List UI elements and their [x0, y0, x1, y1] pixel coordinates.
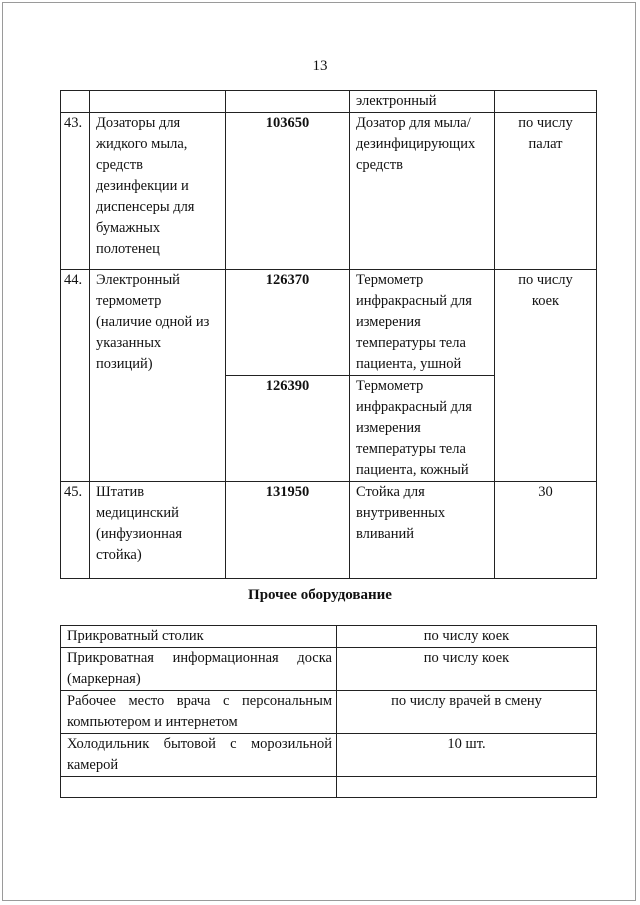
table-row — [61, 648, 597, 691]
description-line: Термометр — [356, 378, 424, 394]
name-line: термометр — [96, 293, 162, 309]
cell-quantity — [337, 777, 597, 798]
cell-num: 43. — [61, 113, 90, 270]
cell-quantity — [495, 270, 597, 482]
section-title: Прочее оборудование — [248, 587, 392, 603]
name-line: Холодильник бытовой с морозильной — [67, 736, 332, 752]
table-row — [61, 734, 597, 777]
description-line: Термометр — [356, 272, 424, 288]
cell-quantity: 10 шт. — [337, 734, 597, 777]
cell-description — [350, 376, 495, 482]
table-row-item-44 — [61, 270, 597, 376]
name-line: позиций) — [96, 356, 153, 372]
name-line: камерой — [67, 757, 119, 773]
table-row — [61, 777, 597, 798]
description-line: вливаний — [356, 526, 415, 542]
description-line: пациента, кожный — [356, 462, 469, 478]
table-row — [61, 626, 597, 648]
cell-quantity — [495, 91, 597, 113]
quantity-line: по числу — [518, 272, 573, 288]
name-line: дезинфекции и — [96, 178, 189, 194]
cell-name — [61, 626, 337, 648]
table-row-item-43 — [61, 113, 597, 270]
quantity-line: 30 — [538, 484, 553, 500]
cell-name — [61, 691, 337, 734]
description-line: измерения — [356, 420, 421, 436]
cell-num — [61, 91, 90, 113]
description-line: внутривенных — [356, 505, 446, 521]
table-row — [61, 691, 597, 734]
cell-name — [90, 270, 226, 482]
cell-quantity: по числу коек — [337, 626, 597, 648]
other-equipment-table — [60, 625, 597, 798]
cell-name — [90, 482, 226, 579]
name-line: (инфузионная — [96, 526, 182, 542]
name-line: (наличие одной из — [96, 314, 210, 330]
name-line: компьютером и интернетом — [67, 714, 238, 730]
table-row-item-45 — [61, 482, 597, 579]
description-line: Дозатор для мыла/ — [356, 115, 471, 131]
description-line: Стойка для — [356, 484, 425, 500]
cell-code: 131950 — [226, 482, 350, 579]
cell-code — [226, 91, 350, 113]
cell-num: 44. — [61, 270, 90, 482]
cell-code: 126370 — [226, 270, 350, 376]
page-number: 13 — [312, 58, 328, 74]
description-line: измерения — [356, 314, 421, 330]
description-line: температуры тела — [356, 335, 466, 351]
cell-name — [61, 648, 337, 691]
name-line: Электронный — [96, 272, 180, 288]
name-line: Прикроватная информационная доска — [67, 650, 332, 666]
name-line: бумажных — [96, 220, 161, 236]
cell-description — [350, 482, 495, 579]
description-line: температуры тела — [356, 441, 466, 457]
cell-name — [61, 734, 337, 777]
name-line: стойка) — [96, 547, 142, 563]
cell-description — [350, 270, 495, 376]
cell-num: 45. — [61, 482, 90, 579]
cell-code: 103650 — [226, 113, 350, 270]
name-line: диспенсеры для — [96, 199, 195, 215]
name-line: указанных — [96, 335, 162, 351]
description-line: дезинфицирующих — [356, 136, 476, 152]
name-line: жидкого мыла, — [96, 136, 188, 152]
description-line: инфракрасный для — [356, 293, 472, 309]
cell-code: 126390 — [226, 376, 350, 482]
quantity-line: коек — [531, 293, 560, 309]
quantity-line: по числу — [518, 115, 573, 131]
cell-description: электронный — [350, 91, 495, 113]
name-line: Штатив — [96, 484, 145, 500]
cell-quantity — [495, 482, 597, 579]
description-line: инфракрасный для — [356, 399, 472, 415]
cell-name — [61, 777, 337, 798]
cell-name — [90, 91, 226, 113]
cell-name — [90, 113, 226, 270]
cell-quantity: по числу коек — [337, 648, 597, 691]
name-line: полотенец — [96, 241, 160, 257]
table-row-continuation — [61, 91, 597, 113]
description-line: пациента, ушной — [356, 356, 462, 372]
name-line: медицинский — [96, 505, 179, 521]
name-line: Дозаторы для — [96, 115, 181, 131]
cell-quantity: по числу врачей в смену — [337, 691, 597, 734]
cell-quantity — [495, 113, 597, 270]
name-line: средств — [96, 157, 143, 173]
cell-description — [350, 113, 495, 270]
name-line: Прикроватный столик — [67, 628, 204, 644]
name-line: Рабочее место врача с персональным — [67, 693, 332, 709]
quantity-line: палат — [528, 136, 563, 152]
equipment-table — [60, 90, 597, 579]
description-line: средств — [356, 157, 403, 173]
name-line: (маркерная) — [67, 671, 141, 687]
